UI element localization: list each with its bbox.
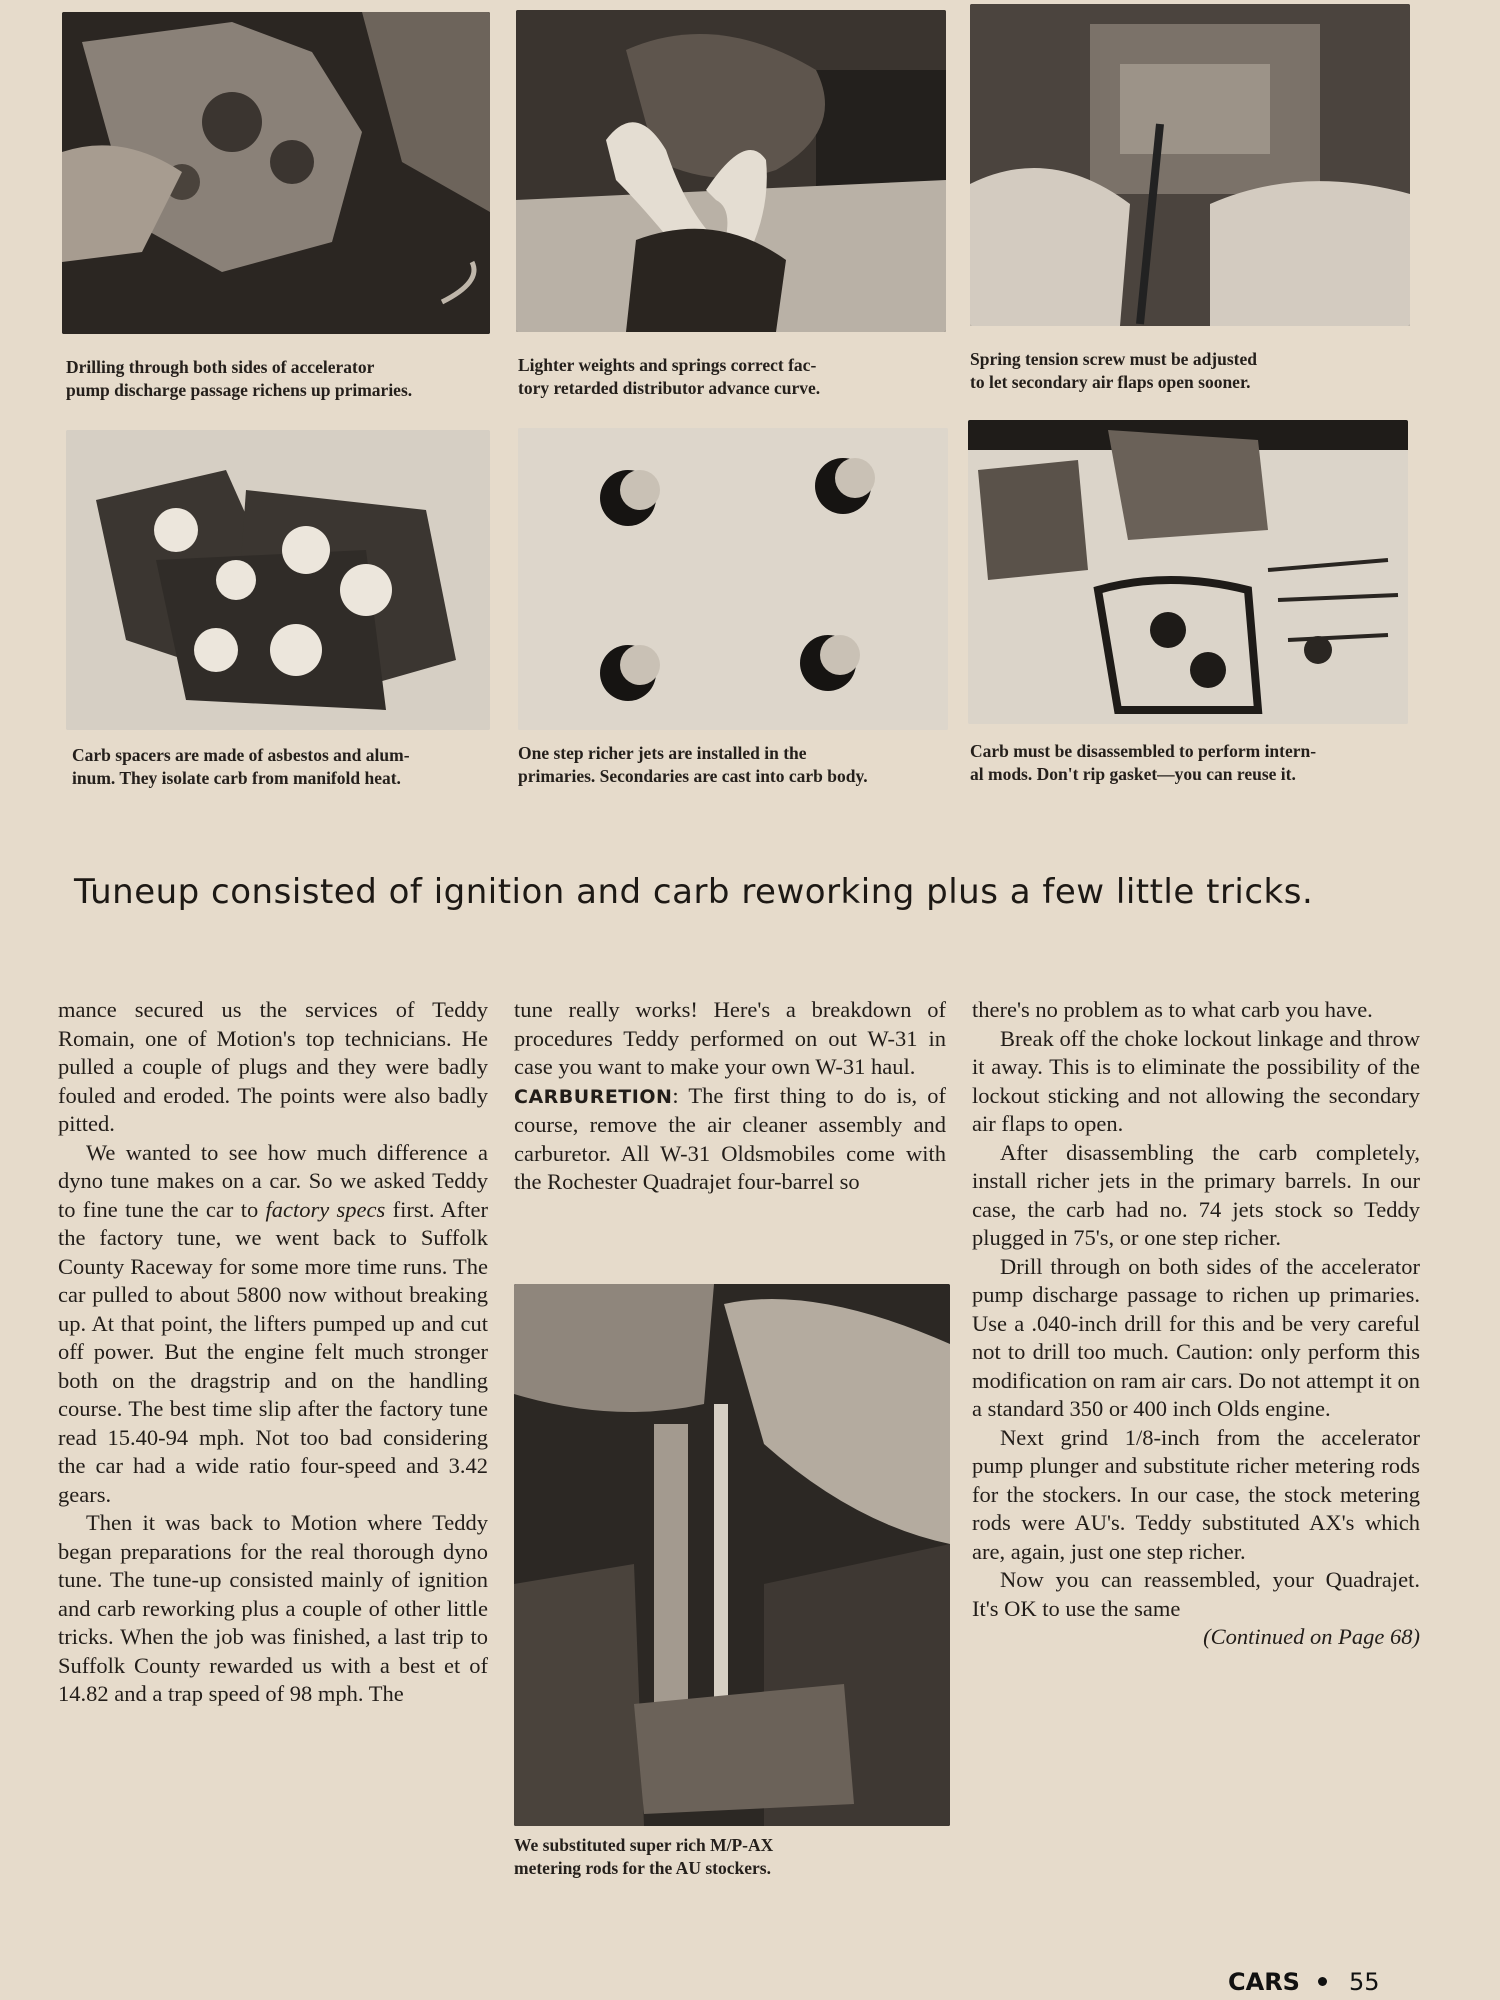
article-paragraph: Then it was back to Motion where Teddy began preparations for the real thorough dyno tune. The tune-up consisted mainly of ignition and carb reworking plus a couple of other little tricks. When the job was finished, a last trip to Suffolk County rewarded us with a best et of 14.82 and a trap speed of 98 mph. The [58, 1510, 488, 1706]
photo-disassembled-carb [968, 420, 1408, 724]
photo-richer-jets [518, 428, 948, 730]
article-paragraph: After disassembling the carb completely, install richer jets in the primary barrels. In our case, the carb had no. 74 jets stock so Teddy plugged in 75's, or one step richer. [972, 1139, 1420, 1250]
figure-caption-6: Carb must be disassembled to perform intern- al mods. Don't rip gasket—you can reuse it. [970, 741, 1317, 784]
figure-caption-4: Carb spacers are made of asbestos and alum- inum. They isolate carb from manifold heat. [72, 745, 410, 788]
figure-caption-3: Spring tension screw must be adjusted to let secondary air flaps open sooner. [970, 349, 1257, 392]
section-heading: CARBURETION [514, 1085, 673, 1108]
article-column-1 [58, 996, 488, 1709]
photo-spring-tension-screw [970, 4, 1410, 326]
article-paragraph: mance secured us the services of Teddy Romain, one of Motion's top technicians. He pulled a couple of plugs and they were badly fouled and eroded. The points were also badly pitted. [58, 997, 488, 1136]
article-paragraph: Drill through on both sides of the accelerator pump discharge passage to richen up primaries. Use a .040-inch drill for this and be very careful not to drill too much. Caution: only perform this modification on ram air cars. Do not attempt it on a standard 350 or 400 inch Olds engine. [972, 1253, 1420, 1421]
article-paragraph: tune really works! Here's a breakdown of procedures Teddy performed on out W-31 in case you want to make your own W-31 haul. [514, 997, 946, 1079]
article-paragraph: Break off the choke lockout linkage and throw it away. This is to eliminate the possibility of the lockout sticking and not allowing the secondary air flaps to open. [972, 1025, 1420, 1136]
page-headline: Tuneup consisted of ignition and carb reworking plus a few little tricks. [74, 872, 1314, 912]
magazine-name: CARS [1228, 1968, 1300, 1996]
continued-note: (Continued on Page 68) [1203, 1624, 1420, 1649]
article-paragraph: Next grind 1/8-inch from the accelerator pump plunger and substitute richer metering rods for the stockers. In our case, the stock metering rods were AU's. Teddy substituted AX's which are, again, just one step richer. [972, 1424, 1420, 1564]
figure-caption-2: Lighter weights and springs correct fac- tory retarded distributor advance curve. [518, 355, 821, 398]
bullet-icon [1318, 1977, 1327, 1986]
emphasis-text: factory specs [265, 1196, 386, 1222]
article-paragraph: there's no problem as to what carb you have. [972, 997, 1373, 1022]
page-number: 55 [1348, 1968, 1380, 1996]
article-column-3 [972, 996, 1420, 1652]
article-paragraph [58, 1139, 488, 1510]
figure-caption-5: One step richer jets are installed in the primaries. Secondaries are cast into carb body. [518, 743, 868, 786]
paragraph-text: first. After the factory tune, we went back to Suffolk County Raceway for some more time runs. The car pulled to about 5800 now without breaking up. At that point, the lifters pumped up and cut off power. But the engine felt much stronger both on the dragstrip and on the handling course. The best time slip after the factory tune read 15.40-94 mph. Not too bad considering the car had a wide ratio four-speed and 3.42 gears. [58, 1196, 488, 1507]
photo-carb-spacers [66, 430, 490, 730]
page-footer [1228, 1968, 1380, 1996]
photo-carb-drilling [62, 12, 490, 334]
article-paragraph: Now you can reassembled, your Quadrajet. It's OK to use the same [972, 1567, 1420, 1621]
figure-caption-1: Drilling through both sides of accelerator pump discharge passage richens up primaries. [66, 357, 413, 400]
photo-distributor-weights [516, 10, 946, 332]
photo-metering-rods [514, 1284, 950, 1826]
paragraph-text: We wanted to see how much difference a dyno tune makes on a car. So we asked Teddy to fine tune the car to [58, 1139, 488, 1222]
article-column-2 [514, 996, 946, 1197]
paragraph-text: : The first thing to do is, of course, remove the air cleaner assembly and carburetor. All W-31 Oldsmobiles come with the Rochester Quadrajet four-barrel so [514, 1082, 946, 1194]
article-paragraph [514, 1082, 946, 1197]
figure-caption-7: We substituted super rich M/P-AX metering rods for the AU stockers. [514, 1835, 774, 1878]
